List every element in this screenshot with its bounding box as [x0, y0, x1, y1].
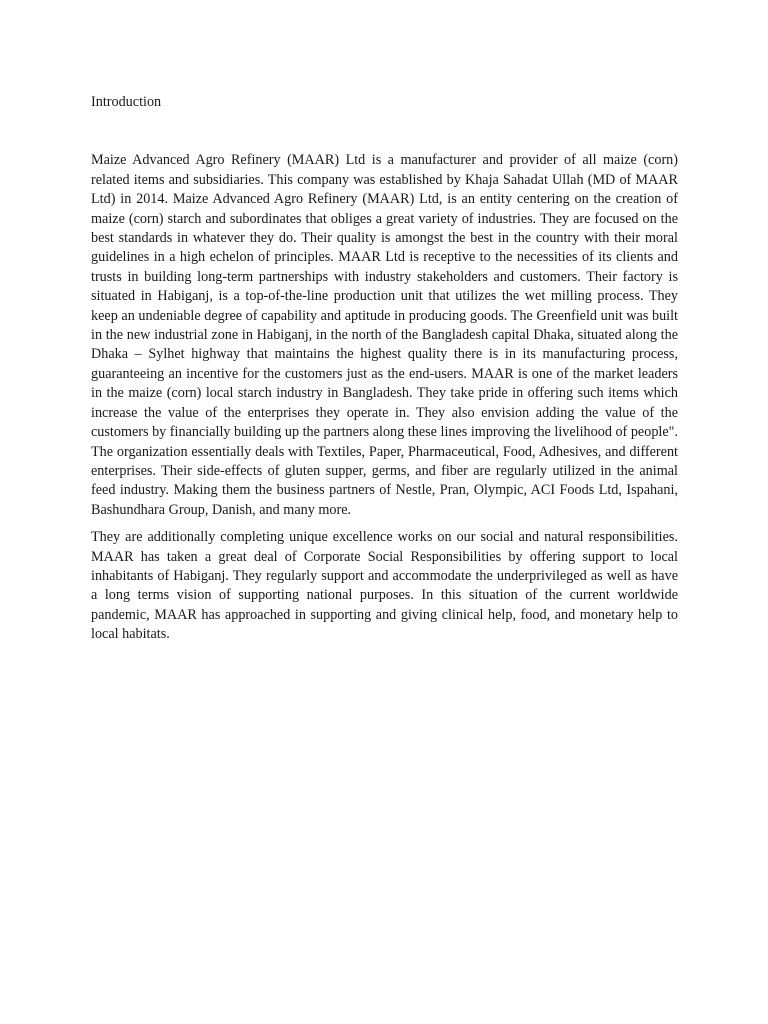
document-body [91, 93, 678, 645]
section-heading: Introduction [91, 94, 162, 110]
paragraph-social-responsibility: They are additionally completing unique excellence works on our social and natural responsibilities. MAAR has taken a great deal of Corporate Social Responsibilities by offering support to local inhabitants of Habiganj. They regularly support and accommodate the underprivileged as well as have a long terms vision of supporting national purposes. In this situation of the current worldwide pandemic, MAAR has approached in supporting and giving clinical help, food, and monetary help to local habitats. [91, 529, 678, 643]
paragraph-company-overview: Maize Advanced Agro Refinery (MAAR) Ltd is a manufacturer and provider of all maize (corn) related items and subsidiaries. This company was established by Khaja Sahadat Ullah (MD of MAAR Ltd) in 2014. Maize Advanced Agro Refinery (MAAR) Ltd, is an entity centering on the creation of maize (corn) starch and subordinates that obliges a great variety of industries. They are focused on the best standards in whatever they do. Their quality is amongst the best in the country with their moral guidelines in a high echelon of principles. MAAR Ltd is receptive to the necessities of its clients and trusts in building long-term partnerships with industry stakeholders and customers. Their factory is situated in Habiganj, is a top-of-the-line production unit that utilizes the wet milling process. They keep an undeniable degree of capability and aptitude in producing goods. The Greenfield unit was built in the new industrial zone in Habiganj, in the north of the Bangladesh capital Dhaka, situated along the Dhaka – Sylhet highway that maintains the highest quality there is in its manufacturing process, guaranteeing an incentive for the customers just as the end-users. MAAR is one of the market leaders in the maize (corn) local starch industry in Bangladesh. They take pride in offering such items which increase the value of the enterprises they operate in. They also envision adding the value of the customers by financially building up the partners along these lines improving the livelihood of people". The organization essentially deals with Textiles, Paper, Pharmaceutical, Food, Adhesives, and different enterprises. Their side-effects of gluten supper, germs, and fiber are regularly utilized in the animal feed industry. Making them the business partners of Nestle, Pran, Olympic, ACI Foods Ltd, Ispahani, Bashundhara Group, Danish, and many more. [91, 152, 678, 518]
